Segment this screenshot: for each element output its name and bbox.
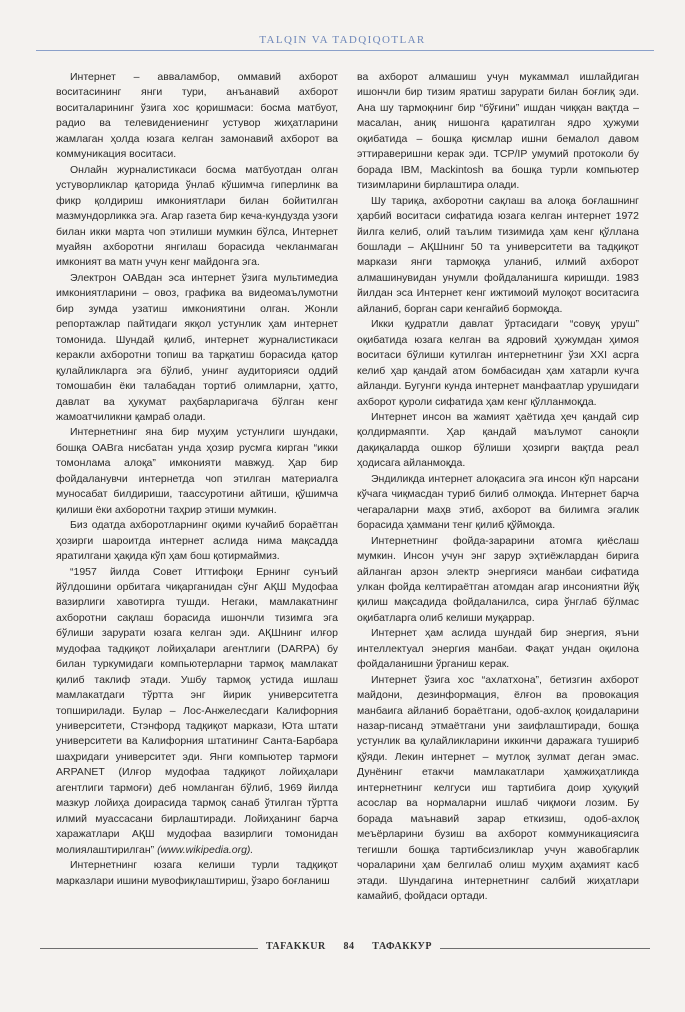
paragraph: Интернет ҳам аслида шундай бир энергия, яъни интеллектуал энергия манбаи. Фақат ундан оқилона фойдаланишни ўрганиш керак. (357, 627, 639, 671)
source-citation: (www.wikipedia.org). (157, 843, 254, 856)
right-column (357, 70, 639, 934)
header-divider (36, 50, 654, 51)
paragraph: Интернетнинг яна бир муҳим устунлиги шундаки, бошқа ОАВга нисбатан унда ҳозир русмга кирган “икки томонлама алоқа” имконияти мавжуд. Ҳар бир фойдаланувчи интернетда чоп этилган материалга муносабат билдириши, таассуротини айтиши, қўшимча қилиши ёки ахборотни таҳрир этиши мумкин. (56, 426, 338, 516)
footer-rule-left (40, 948, 258, 949)
paragraph: Икки қудратли давлат ўртасидаги “совуқ уруш” оқибатида юзага келган ва ядровий ҳужумдан ҳимоя воситаси бўлиши кутилган интернетнинг ўзи XXI асрга келиб ҳар қандай атом бомбасидан ҳам хатарли кучга айланди. Бугунги кунда интернет манфаатлар урушидаги ахборот қуроли сифатида ҳам кенг қўлланмоқда. (357, 318, 639, 408)
paragraph: Шу тариқа, ахборотни сақлаш ва алоқа боғлашнинг ҳарбий воситаси сифатида юзага келган интернет 1972 йилга келиб, олий таълим тизимида ҳам кенг қўллана бошлади – АҚШнинг 50 та университети ва тадқиқот маркази янги тармоққа уланиб, илмий ахборот алмашинувидан унумли фойдаланишга киришди. 1983 йилдан эса Интернет кенг ижтимоий мулоқот воситасига айланиб, борган сари кенгайиб бормоқда. (357, 194, 639, 315)
paragraph: Интернет инсон ва жамият ҳаётида ҳеч қандай сир қолдирмаяпти. Ҳар қандай маълумот саноқли дақиқаларда ошкор бўлиши ҳозирги вақтда реал ҳодисага айланмоқда. (357, 410, 639, 470)
paragraph: Биз одатда ахборотларнинг оқими кучайиб бораётган ҳозирги шароитда интернет аслида нима мақсадда яратилгани ҳақида кўп ҳам бош қотирмаймиз. (56, 519, 338, 563)
page-footer (40, 941, 650, 955)
paragraph: Интернетнинг юзага келиши турли тадқиқот марказлари ишини мувофиқлаштириш, ўзаро боғланиш (56, 859, 338, 887)
footer-label (266, 941, 432, 952)
section-title: TALQIN VA TADQIQOTLAR (259, 34, 426, 46)
paragraph: ва ахборот алмашиш учун мукаммал ишлайдиган ишончли бир тизим яратиш зарурати билан боғлиқ эди. Ана шу тармоқнинг бир “бўғини” ишдан чиққан вақтда – масалан, аниқ нишонга қаратилган ядро ҳужуми оқибатида – бошқа қисмлар ишни бемалол давом эттираверишни керак эди. TCP/IP умумий протоколи бу борада IBM, Mackintosh ва бошқа турли компьютер тизимларини бирлаштира олади. (357, 71, 639, 192)
paragraph: Интернет ўзига хос “ахлатхона”, бетизгин ахборот майдони, дезинформация, ёлғон ва провокация манбаига айланиб бораётгани, одоб-ахлоқ қоидаларини назар-писанд этмаётгани уни заифлаштиради, бошқа устунлик ва қулайликларини иккинчи даражага тушириб қўяди. Лекин интернет – мутлоқ зулмат деган эмас. Дунёнинг етакчи мамлакатлари ҳамжиҳатликда интернетнинг келгуси иш тартибига доир ҳуқуқий асослар ва нормаларни ишлаб чиқмоғи лозим. Бу борада маънавий зарар еткизиш, одоб-ахлоқ меъёрларини бузиш ва ахборот коммуникациясига тегишли бошқа тартибсизликлар учун жавобгарлик чораларини ҳам белгилаб олиш муҳим аҳамият касб этади. Шундагина интернетнинг салбий жиҳатлари камайиб, фойдаси ортади. (357, 673, 639, 903)
paragraph: Эндиликда интернет алоқасига эга инсон кўп нарсани кўчага чиқмасдан туриб билиб олмоқда. Интернет барча чегараларни маҳв этиб, ахборот ва билимга эгалик борасида ҳаммани тенг қилиб қўймоқда. (357, 472, 639, 532)
journal-name-latin: TAFAKKUR (266, 941, 326, 952)
journal-name-cyrillic: ТАФАККУР (372, 941, 432, 952)
paragraph: Онлайн журналистикаси босма матбуотдан олган устуворликлар қаторида ўнлаб кўшимча гиперлинк ва фикр қолдириш имкониятлари билан бойитилган мазмундорликка эга. Агар газета бир кеча-кундузда узоғи билан икки марта чоп этилиши мумкин бўлса, Интернет муайян ахборотни янгилаш борасида чекланмаган имконият ва матн учун кенг майдонга эга. (56, 163, 338, 269)
footer-rule-right (440, 948, 650, 949)
paragraph: Интернетнинг фойда-зарарини атомга қиёслаш мумкин. Инсон учун энг зарур эҳтиёжлардан бирига айланган арзон электр энергияси манбаи сифатида улкан фойда келтираётган атомдан агар инсониятни йўқ қилиш мақсадида фойдаланилса, сира ўнглаб бўлмас оқибатларга олиб келиши муқаррар. (357, 534, 639, 624)
paragraph: Интернет – авваламбор, оммавий ахборот воситасининг янги тури, анъанавий ахборот воситаларининг ўзига хос қоришмаси: босма матбуот, радио ва телевидениенинг устувор жиҳатларини жамлаган ҳолда юзага келган замонавий ахборот ва коммуникация воситаси. (56, 71, 338, 161)
quote-paragraph (56, 565, 338, 859)
page-number: 84 (343, 941, 355, 952)
left-column (56, 70, 338, 934)
paragraph: Электрон ОАВдан эса интернет ўзига мультимедиа имкониятларини – овоз, графика ва видеомаълумотни бир зумда узатиш имкониятини олган. Жонли репортажлар пайтидаги якқол устунлик ҳам интернет томонида. Шундай қилиб, интернет журналистикаси керакли ахборотни топиш ва тарқатиш борасида қатор қулайликларга эга бўлиб, унинг аудиторияси оддий томошабин ёки талабадан тортиб олимларни, ҳатто, давлат ва ҳукумат раҳбарларигача бўлган кенг жамоатчиликни қамраб олади. (56, 271, 338, 423)
quote-text: “1957 йилда Совет Иттифоқи Ернинг сунъий йўлдошини орбитага чиқарганидан сўнг АҚШ Мудофаа вазирлиги хавотирга тушди. Негаки, мамлакатнинг ахборотни сақлаш борасида ишончли тизимга эга бўлиши зарурати юзага келган эди. АҚШнинг илғор мудофаа тадқиқот лойиҳалари агентлиги (DARPA) бу билан туркумидаги компьютерларни тармоқ мамлакат қилиб таклиф этади. Ушбу тармоқ устида ишлаш мамлакатдаги тўртта энг йирик университетга топширилади. Булар – Лос-Анжелесдаги Калифорния университети, Стэнфорд тадқиқот маркази, Юта штати университети ва Калифорния штатининг Санта-Барбара шаҳридаги университет эди. Янги компьютер тармоғи ARPANET (Илғор мудофаа тадқиқот лойиҳалари агентлиги тармоғи) деб номланган бўлиб, 1969 йилда мазкур лойиҳа доирасида тармоқ санаб ўтилган тўртта илмий муассасани бирлаштиради. Лойиҳанинг барча харажатлари АҚШ мудофаа вазирлиги томонидан молиялаштирилган” (56, 565, 338, 856)
